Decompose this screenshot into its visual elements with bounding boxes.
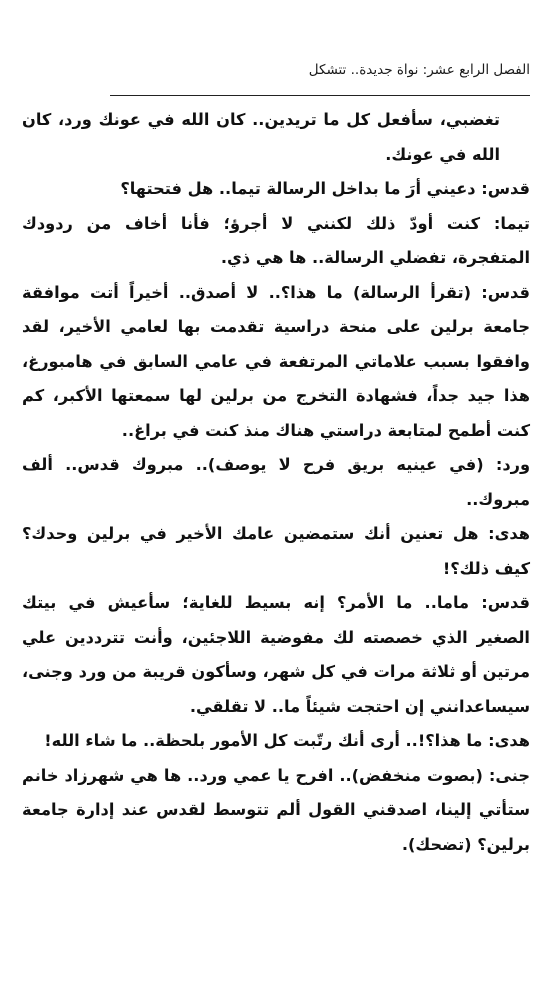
dialogue-line bbox=[22, 759, 530, 863]
dialogue-text: ماما.. ما الأمر؟ إنه بسيط للغاية؛ سأعيش في بيتك الصغير الذي خصصته لك مفوضية اللاجئين، وأنت تترددين علي مرتين أو ثلاثة مرات في كل شهر، وسأكون قريبة من ورد وجنى، سيساعدانني إن احتجت شيئاً ما.. لا تقلقي. bbox=[22, 593, 530, 716]
speaker-name: ورد: bbox=[495, 455, 531, 474]
speaker-name: هدى: bbox=[488, 524, 530, 543]
dialogue-text: ما هذا؟!.. أرى أنك رتّبت كل الأمور بلحظة.. ما شاء الله! bbox=[44, 731, 483, 750]
dialogue-text: (تقرأ الرسالة) ما هذا؟.. لا أصدق.. أخيراً أتت موافقة جامعة برلين على منحة دراسية تقدمت بها لعامي الأخير، لقد وافقوا بسبب علاماتي المرتفعة في عامي السابق في هامبورغ، هذا جيد جداً، فشهادة التخرج من برلين لها سمعتها الأكبر، كم كنت أطمح لمتابعة دراستي هناك منذ كنت في براغ.. bbox=[22, 282, 530, 440]
dialogue-text: دعيني أرَ ما بداخل الرسالة تيما.. هل فتحتها؟ bbox=[120, 179, 476, 198]
dialogue-line bbox=[22, 172, 530, 207]
speaker-name: قدس: bbox=[481, 179, 530, 198]
dialogue-line bbox=[22, 448, 530, 517]
speaker-name: تيما: bbox=[493, 213, 530, 233]
dialogue-line bbox=[22, 276, 530, 449]
speaker-name: قدس: bbox=[481, 282, 530, 302]
dialogue-text: (بصوت منخفض).. افرح يا عمي ورد.. ها هي شهرزاد خانم ستأتي إلينا، اصدقني القول ألم تتوسط لقدس عند إدارة جامعة برلين؟ (تضحك). bbox=[22, 765, 530, 854]
dialogue-text: (في عينيه بريق فرح لا يوصف).. مبروك قدس.. ألف مبروك.. bbox=[22, 455, 530, 509]
dialogue-text: هل تعنين أنك ستمضين عامك الأخير في برلين وحدك؟ كيف ذلك؟! bbox=[22, 524, 530, 578]
header-divider bbox=[110, 95, 530, 96]
dialogue-line bbox=[22, 207, 530, 276]
paragraph-continuation bbox=[22, 103, 530, 172]
dialogue-line bbox=[22, 517, 530, 586]
running-header: الفصل الرابع عشر: نواة جديدة.. تتشكل bbox=[308, 62, 530, 78]
dialogue-line bbox=[22, 586, 530, 724]
page-body bbox=[22, 103, 530, 862]
speaker-name: قدس: bbox=[481, 593, 530, 612]
speaker-name: هدى: bbox=[488, 731, 530, 750]
dialogue-line bbox=[22, 724, 530, 759]
dialogue-text: كنت أودّ ذلك لكنني لا أجرؤ؛ فأنا أخاف من ردودك المتفجرة، تفضلي الرسالة.. ها هي ذي. bbox=[22, 213, 530, 267]
paragraph-text: تغضبي، سأفعل كل ما تريدين.. كان الله في عونك ورد، كان الله في عونك. bbox=[22, 110, 500, 164]
speaker-name: جنى: bbox=[488, 765, 531, 785]
